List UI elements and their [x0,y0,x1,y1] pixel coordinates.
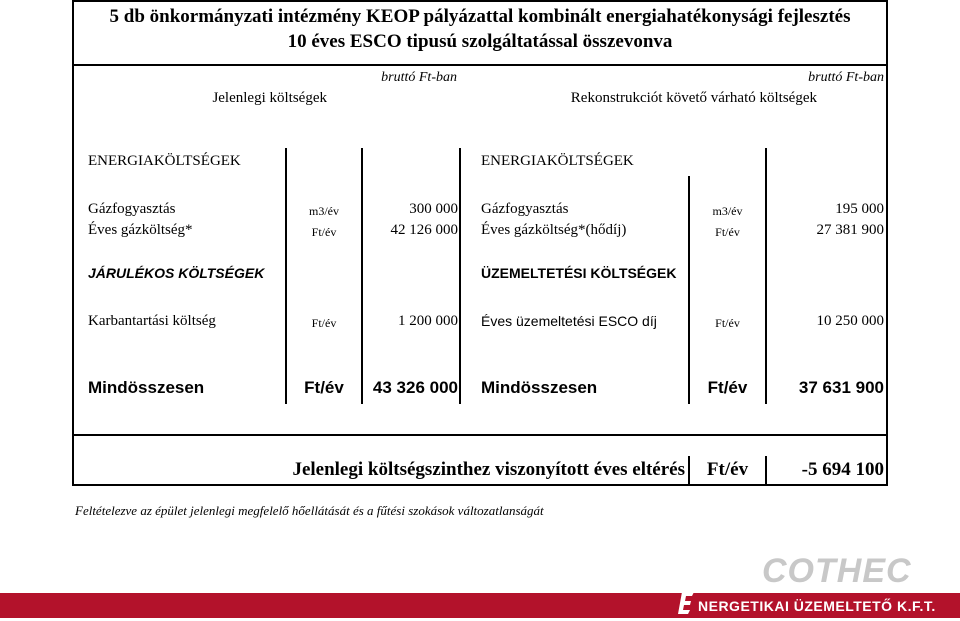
right-extra-section: ÜZEMELTETÉSI KÖLTSÉGEK [481,265,677,281]
right-row-1-value: 195 000 [835,201,884,217]
right-row-2-label: Éves gázköltség*(hődíj) [481,222,627,238]
title-line-1: 5 db önkormányzati intézmény KEOP pályázattal kombinált energiahatékonysági fejlesztés [109,6,851,27]
difference-value: -5 694 100 [801,459,884,480]
right-header: Rekonstrukciót követő várható költségek [570,90,817,106]
difference-label: Jelenlegi költségszinthez viszonyított éves eltérés [292,459,685,480]
left-header: Jelenlegi költségek [212,90,327,106]
middle-separator [459,148,461,404]
left-energy-section: ENERGIAKÖLTSÉGEK [88,153,241,169]
left-row-1-unit: m3/év [309,204,339,218]
title-divider [72,64,888,66]
left-row-1-label: Gázfogyasztás [88,201,176,217]
right-total-label: Mindösszesen [481,378,598,397]
left-row-1-value: 300 000 [409,201,458,217]
left-total-value: 43 326 000 [372,378,458,397]
left-extra-unit: Ft/év [311,316,337,330]
left-gross-note: bruttó Ft-ban [381,70,457,85]
right-gross-note: bruttó Ft-ban [808,70,884,85]
right-row-2-unit: Ft/év [715,225,740,239]
left-extra-section: JÁRULÉKOS KÖLTSÉGEK [88,265,265,281]
left-row-2-value: 42 126 000 [390,222,458,238]
right-extra-value: 10 250 000 [816,313,884,329]
right-extra-label: Éves üzemeltetési ESCO díj [481,313,657,329]
left-total-unit: Ft/év [304,378,344,397]
difference-divider [72,434,888,436]
difference-unit: Ft/év [706,459,749,480]
right-extra-unit: Ft/év [715,316,740,330]
footnote: Feltételezve az épület jelenlegi megfelelő hőellátását és a fűtési szokások változatlanságát [75,503,544,518]
right-row-1-unit: m3/év [712,204,743,218]
left-extra-label: Karbantartási költség [88,313,216,329]
center-separator [361,148,363,404]
left-row-2-unit: Ft/év [311,225,337,239]
right-value-separator [765,148,767,404]
left-extra-value: 1 200 000 [398,313,458,329]
left-unit-separator [285,148,287,404]
logo-tagline: NERGETIKAI ÜZEMELTETŐ K.F.T. [698,598,936,614]
cothec-logo: COTHEC [762,552,912,590]
logo-e-icon [678,590,696,616]
right-total-value: 37 631 900 [798,378,884,397]
right-total-unit: Ft/év [707,378,748,397]
right-row-1-label: Gázfogyasztás [481,201,569,217]
left-total-label: Mindösszesen [88,378,205,397]
right-row-2-value: 27 381 900 [816,222,884,238]
title-line-2: 10 éves ESCO tipusú szolgáltatással összevonva [287,31,673,52]
left-row-2-label: Éves gázköltség* [88,222,193,238]
right-energy-section: ENERGIAKÖLTSÉGEK [481,153,634,169]
